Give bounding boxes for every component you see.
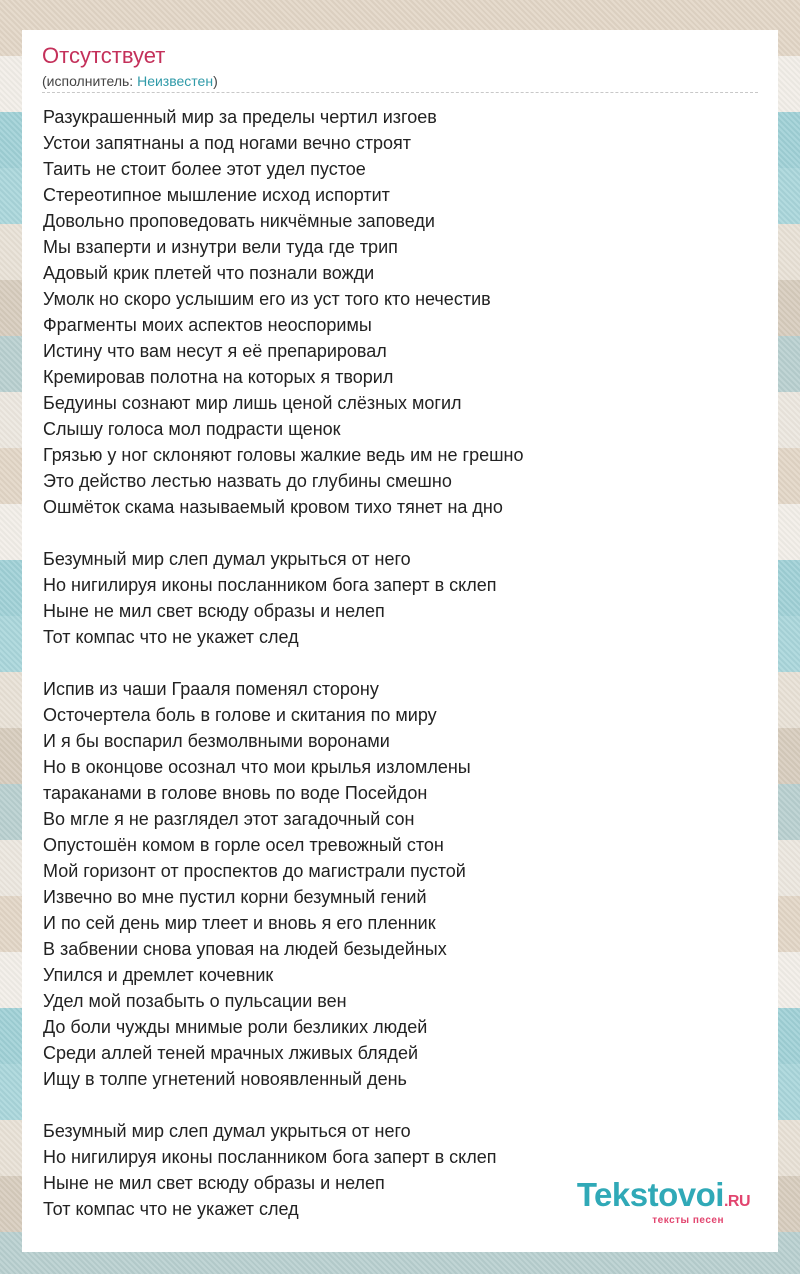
lyrics-line: тараканами в голове вновь по воде Посейдон xyxy=(43,783,428,803)
lyrics-line: Тот компас что не укажет след xyxy=(43,627,299,647)
header-divider xyxy=(42,92,758,93)
site-logo[interactable] xyxy=(577,1178,750,1226)
logo-domain: .RU xyxy=(723,1193,750,1210)
lyrics-line: И по сей день мир тлеет и вновь я его пленник xyxy=(43,913,436,933)
artist-link[interactable]: Неизвестен xyxy=(137,73,214,89)
lyrics-text xyxy=(43,104,758,1248)
lyrics-line: Слышу голоса мол подрасти щенок xyxy=(43,419,341,439)
lyrics-line: Умолк но скоро услышим его из уст того кто нечестив xyxy=(43,289,491,309)
artist-line xyxy=(42,72,758,90)
logo-tagline: тексты песен xyxy=(652,1215,724,1226)
lyrics-line: Таить не стоит более этот удел пустое xyxy=(43,159,366,179)
lyrics-line: Кремировав полотна на которых я творил xyxy=(43,367,394,387)
lyrics-line: Испив из чаши Грааля поменял сторону xyxy=(43,679,379,699)
lyrics-line: Опустошён комом в горле осел тревожный стон xyxy=(43,835,444,855)
lyrics-line: Фрагменты моих аспектов неоспоримы xyxy=(43,315,372,335)
lyrics-line: Во мгле я не разглядел этот загадочный сон xyxy=(43,809,415,829)
lyrics-stanza xyxy=(43,546,758,650)
artist-suffix: ) xyxy=(213,73,218,89)
lyrics-line: Бедуины сознают мир лишь ценой слёзных могил xyxy=(43,393,462,413)
lyrics-line: Тот компас что не укажет след xyxy=(43,1199,299,1219)
lyrics-stanza xyxy=(43,104,758,520)
lyrics-card xyxy=(22,30,778,1252)
lyrics-line: Ошмёток скама называемый кровом тихо тянет на дно xyxy=(43,497,503,517)
lyrics-line: Мы взаперти и изнутри вели туда где трип xyxy=(43,237,398,257)
lyrics-line: Ныне не мил свет всюду образы и нелеп xyxy=(43,601,385,621)
lyrics-line: Стереотипное мышление исход испортит xyxy=(43,185,390,205)
lyrics-line: И я бы воспарил безмолвными воронами xyxy=(43,731,390,751)
lyrics-line: Ныне не мил свет всюду образы и нелеп xyxy=(43,1173,385,1193)
lyrics-line: Безумный мир слеп думал укрыться от него xyxy=(43,1121,411,1141)
lyrics-line: Среди аллей теней мрачных лживых блядей xyxy=(43,1043,419,1063)
lyrics-line: Удел мой позабыть о пульсации вен xyxy=(43,991,347,1011)
lyrics-line: Но нигилируя иконы посланником бога заперт в склеп xyxy=(43,575,497,595)
lyrics-line: До боли чужды мнимые роли безликих людей xyxy=(43,1017,428,1037)
song-title: Отсутствует xyxy=(42,43,166,68)
lyrics-line: Осточертела боль в голове и скитания по миру xyxy=(43,705,437,725)
lyrics-line: Мой горизонт от проспектов до магистрали пустой xyxy=(43,861,466,881)
lyrics-line: Ищу в толпе угнетений новоявленный день xyxy=(43,1069,407,1089)
lyrics-line: Истину что вам несут я её препарировал xyxy=(43,341,387,361)
logo-name: Tekstovoi xyxy=(576,1176,724,1213)
lyrics-line: Устои запятнаны а под ногами вечно строят xyxy=(43,133,411,153)
lyrics-line: Но нигилируя иконы посланником бога заперт в склеп xyxy=(43,1147,497,1167)
artist-prefix: (исполнитель: xyxy=(42,73,138,89)
logo-wordmark xyxy=(577,1178,750,1219)
lyrics-line: В забвении снова уповая на людей безыдейных xyxy=(43,939,447,959)
lyrics-line: Безумный мир слеп думал укрыться от него xyxy=(43,549,411,569)
lyrics-stanza xyxy=(43,676,758,1092)
lyrics-line: Адовый крик плетей что познали вожди xyxy=(43,263,375,283)
lyrics-line: Извечно во мне пустил корни безумный гений xyxy=(43,887,427,907)
lyrics-line: Это действо лестью назвать до глубины смешно xyxy=(43,471,452,491)
lyrics-line: Упился и дремлет кочевник xyxy=(43,965,274,985)
lyrics-line: Грязью у ног склоняют головы жалкие ведь им не грешно xyxy=(43,445,524,465)
song-header xyxy=(42,42,758,90)
lyrics-line: Разукрашенный мир за пределы чертил изгоев xyxy=(43,107,437,127)
lyrics-line: Но в оконцове осознал что мои крылья изломлены xyxy=(43,757,471,777)
lyrics-line: Довольно проповедовать никчёмные заповеди xyxy=(43,211,435,231)
